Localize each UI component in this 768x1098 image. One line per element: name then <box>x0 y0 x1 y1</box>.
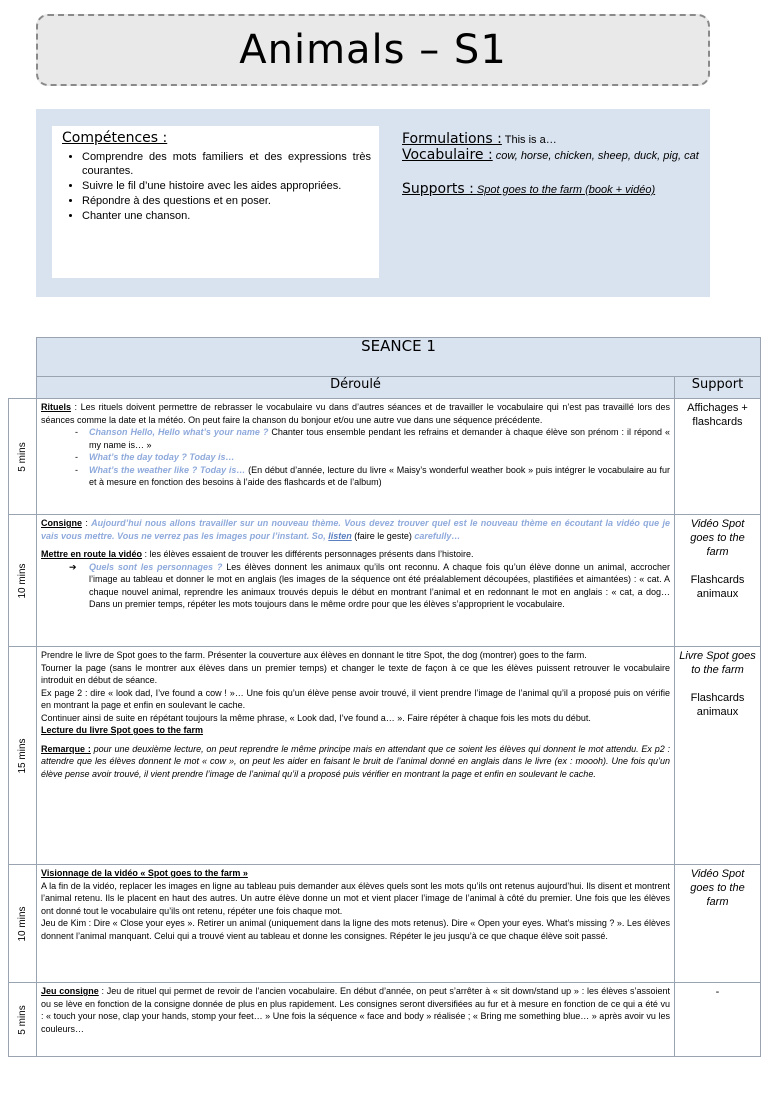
competences-list <box>60 150 371 223</box>
supports-value: Spot goes to the farm (book + vidéo) <box>476 184 656 196</box>
seance-title: SEANCE 1 <box>37 338 761 377</box>
list-item: • Suivre le fil d’une histoire avec les aides appropriées. <box>82 179 371 193</box>
list-item: • Comprendre des mots familiers et des expressions très courantes. <box>82 150 371 178</box>
column-header-deroule: Déroulé <box>37 377 675 399</box>
table-row <box>9 983 761 1057</box>
support-cell: Affichages + flashcards <box>675 399 761 515</box>
competences-box <box>52 126 379 278</box>
supports-line <box>402 182 702 198</box>
column-header-support: Support <box>675 377 761 399</box>
objectives-box <box>402 132 702 198</box>
list-item: • Chanter une chanson. <box>82 209 371 223</box>
duration-label: 10 mins <box>16 905 28 942</box>
activity-label: Consigne <box>41 518 83 528</box>
supports-label: Supports : <box>402 181 474 197</box>
activity-cell: Rituels : Les rituels doivent permettre de rebrasser le vocabulaire vu dans d’autres séances et de travailler le vocabulaire qui n’est pas travaillé lors des séances comme la date et la météo. On peut faire la chanson du bonjour et/ou une autre vue dans une séquence précédente. - Chanson Hello, Hello what’s your name ? Chanter tous ensemble pendant les refrains et demander à chaque élève son prénom : il répond « my name is… » - What’s the day today ? Today is… - What’s the weather like ? Today is… (En début d’année, lecture du livre « Maisy’s wonderful weather book » puis intégrer le vocabulaire au fur et à mesure en fonction des besoins à l’aide des flashcards et de l’album) <box>37 399 675 515</box>
support-cell: Vidéo Spot goes to the farm <box>675 865 761 983</box>
seance-table <box>8 337 761 1057</box>
competences-heading: Compétences : <box>62 130 168 146</box>
table-row <box>9 399 761 515</box>
table-row <box>9 865 761 983</box>
activity-cell: Consigne : Aujourd’hui nous allons travailler sur un nouveau thème. Vous devez trouver quel est le nouveau thème en écoutant la vidéo que je vais vous mettre. Vous ne verrez pas les images pour l’instant. So, listen (faire le geste) carefully… Mettre en route la vidéo : les élèves essaient de trouver les différents personnages présents dans l’histoire. ➔ Quels sont les personnages ? Les élèves donnent les animaux qu’ils ont reconnu. A chaque fois qu’un élève donne un animal, accrocher l’image au tableau et donner le mot en anglais (les images de la séquence ont été préalablement découpées, plastifiées et aimantées) : « cat. A chaque nouvel animal, reprendre les animaux trouvés depuis le début en montrant l’animal et en redonnant le mot en anglais : « cat, a dog… Dans un premier temps, répéter les mots toujours dans le même ordre pour que les élèves s’approprient le vocabulaire. <box>37 515 675 647</box>
support-cell: - <box>675 983 761 1057</box>
remark-label: Remarque : <box>41 743 91 754</box>
activity-label: Mettre en route la vidéo <box>41 549 143 559</box>
formulations-label: Formulations : <box>402 131 502 147</box>
activity-cell: Prendre le livre de Spot goes to the farm. Présenter la couverture aux élèves en donnant le titre Spot, the dog (montrer) goes to the farm. Tourner la page (sans le montrer aux élèves dans un premier temps) et changer le texte de façon à ce que les élèves puissent retrouver le vocabulaire introduit en début de séance. Ex page 2 : dire « look dad, I’ve found a cow ! »… Une fois qu’un élève pense avoir trouvé, il vient prendre l’image de l’animal qu’il a proposé puis on vérifie en montrant la page et enfin en soulevant le cache. Continuer ainsi de suite en répétant toujours la même phrase, « Look dad, I’ve found a… ». Faire répéter à chaque fois les mots du début. Lecture du livre Spot goes to the farm Remarque : pour une deuxième lecture, on peut reprendre le même principe mais en attendant que ce soient les élèves qui donnent le mot attendu. Ex p2 : attendre que les élèves donnent le mot « cow », on peut les aider en faisant le bruit de l’animal donné en anglais dans le livre (ex : moooh). Une fois qu’un élève pense avoir trouvé, il vient prendre l’image de l’animal qu’il a proposé puis vérifier en montrant la page et enfin en soulevant le cache. <box>37 647 675 865</box>
activity-label: Rituels <box>41 402 72 412</box>
activity-cell: Visionnage de la vidéo « Spot goes to the farm » A la fin de la vidéo, replacer les images en ligne au tableau puis demander aux élèves quels sont les mots qu’ils ont retenus aujourd’hui. Ils disent et montrent l’animal retenu. Ils le placent en haut des autres. Un autre élève donne un mot et vient placer l’image de l’animal à côté du premier. Une fois que les élèves ont donné tout le vocabulaire qu’ils ont retenu, répéter une fois chaque mot. Jeu de Kim : Dire « Close your eyes ». Retirer un animal (uniquement dans la ligne des mots retenus). Dire « Open your eyes. What’s missing ? ». Les élèves donnent l’animal manquant. Celui qui a trouvé vient au tableau et donne les consignes. Répéter le jeu jusqu’à ce que chaque élève soit passé. <box>37 865 675 983</box>
vocabulaire-line <box>402 148 702 164</box>
list-item: • Répondre à des questions et en poser. <box>82 194 371 208</box>
title-banner <box>36 14 710 86</box>
duration-label: 10 mins <box>16 562 28 599</box>
support-cell: Vidéo Spot goes to the farm Flashcards animaux <box>675 515 761 647</box>
duration-label: 15 mins <box>16 737 28 774</box>
activity-label: Visionnage de la vidéo « Spot goes to the farm » <box>41 868 248 878</box>
vocabulaire-value: cow, horse, chicken, sheep, duck, pig, cat <box>495 150 699 162</box>
formulations-value: This is a… <box>504 134 557 146</box>
table-row <box>9 647 761 865</box>
duration-label: 5 mins <box>16 1004 28 1035</box>
duration-label: 5 mins <box>16 441 28 472</box>
activity-label: Jeu consigne <box>41 986 99 996</box>
vocabulaire-label: Vocabulaire : <box>402 147 493 163</box>
formulations-line <box>402 132 702 148</box>
support-cell: Livre Spot goes to the farm Flashcards animaux <box>675 647 761 865</box>
table-row <box>9 515 761 647</box>
activity-cell: Jeu consigne : Jeu de rituel qui permet de revoir de l’ancien vocabulaire. En début d’année, on peut s’arrêter à « sit down/stand up » : les élèves s’assoient ou se lève en fonction de la consigne donnée de plus en plus rapidement. Les consignes seront diversifiées au fur et à mesure en fonction de ce qui a été vu : « touch your nose, clap your hands, stomp your feet… » Une fois la séquence « face and body » réalisée ; « Bring me something blue… » après avoir vu les couleurs… <box>37 983 675 1057</box>
activity-label: Lecture du livre Spot goes to the farm <box>41 725 204 735</box>
page-title: Animals – S1 <box>239 27 507 73</box>
